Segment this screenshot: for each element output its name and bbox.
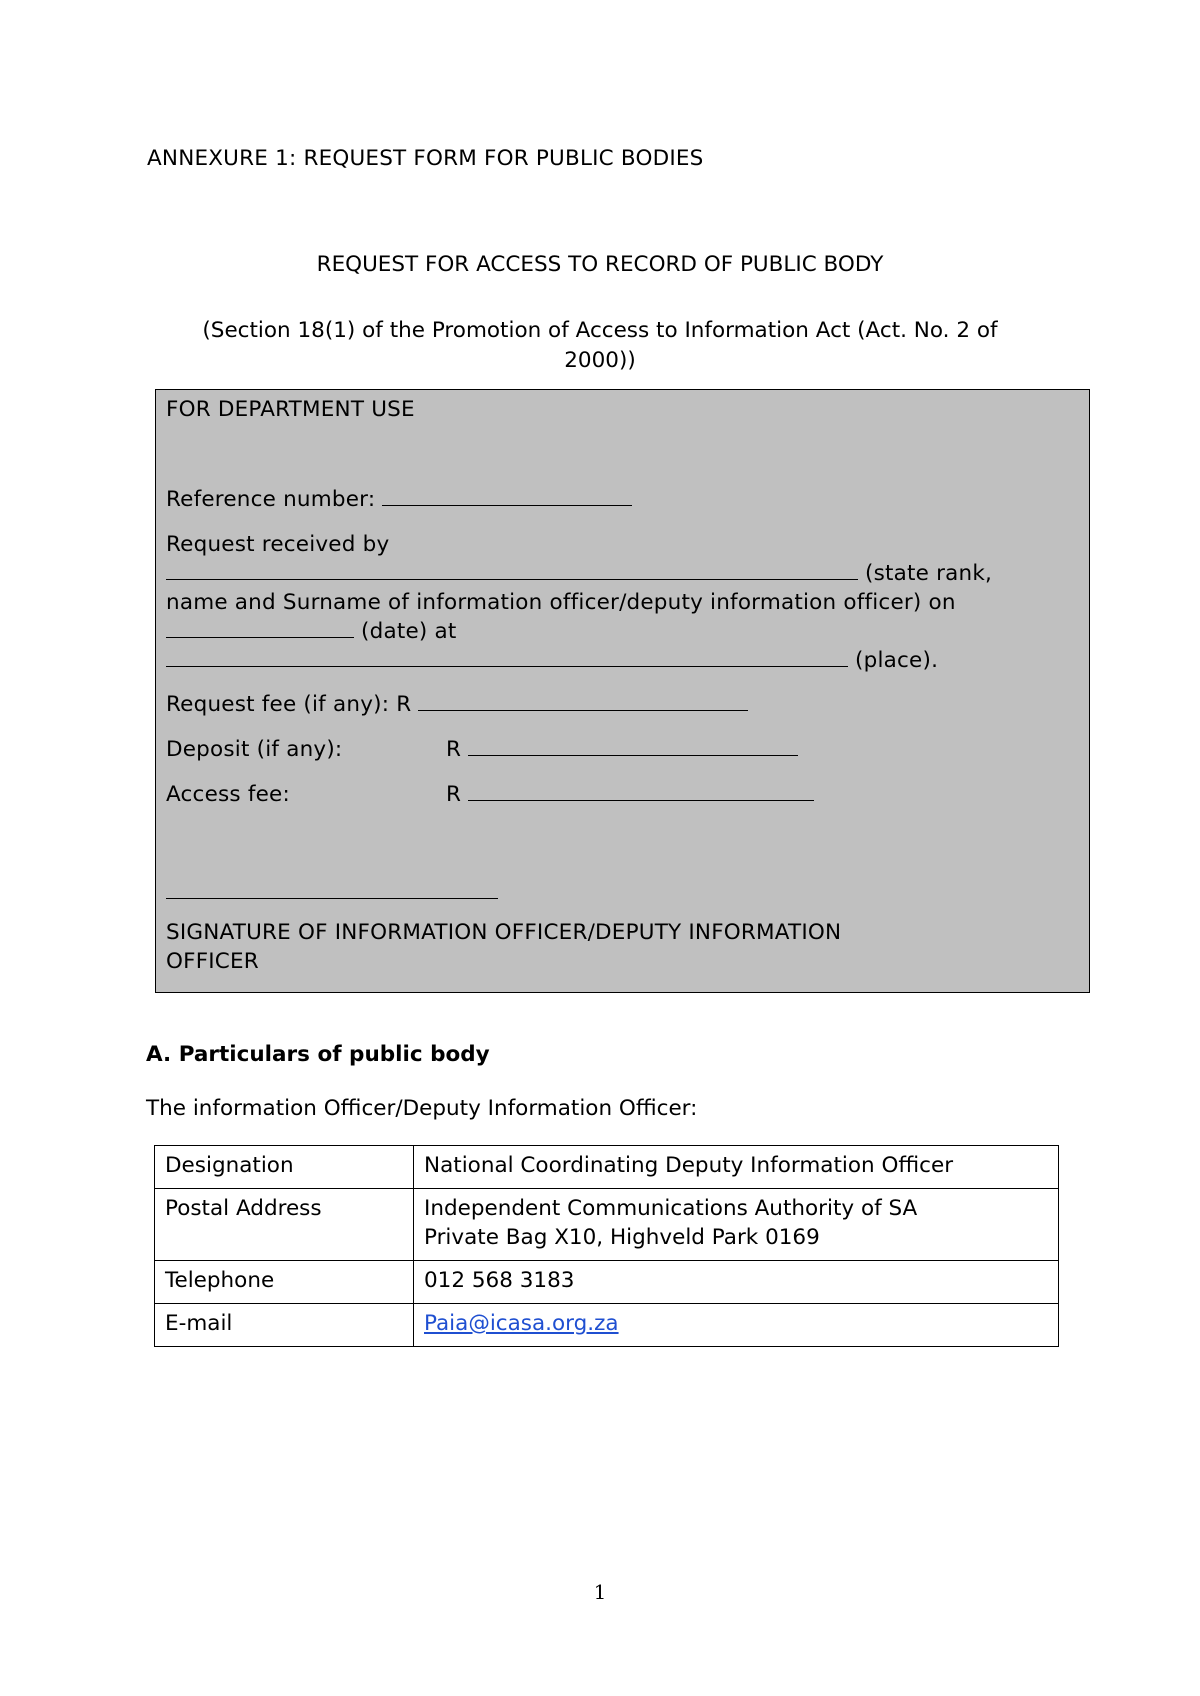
table-row (155, 1146, 1059, 1189)
deposit-currency: R (446, 737, 462, 762)
postal-address-cell (414, 1189, 1059, 1261)
officer-name-text: name and Surname of information officer/deputy information officer) on (166, 590, 956, 615)
deposit-blank[interactable] (468, 737, 798, 756)
table-row (155, 1189, 1059, 1261)
reference-number-blank[interactable] (382, 487, 632, 506)
table-row (155, 1261, 1059, 1304)
received-by-blank[interactable] (166, 561, 858, 580)
state-rank-text: (state rank, (865, 561, 993, 586)
telephone-label: Telephone (155, 1261, 414, 1304)
request-fee-blank[interactable] (418, 692, 748, 711)
department-use-box (155, 389, 1090, 993)
signature-caption-line1: SIGNATURE OF INFORMATION OFFICER/DEPUTY INFORMATION (166, 920, 842, 945)
request-fee-currency: R (396, 692, 412, 717)
date-blank[interactable] (166, 619, 354, 638)
table-row (155, 1304, 1059, 1347)
date-text: (date) at (361, 619, 457, 644)
place-blank[interactable] (166, 648, 848, 667)
date-row (166, 619, 457, 644)
telephone-value: 012 568 3183 (414, 1261, 1059, 1304)
reference-number-row (166, 487, 632, 512)
form-subtitle: (Section 18(1) of the Promotion of Access to Information Act (Act. No. 2 of 2000)) (202, 318, 998, 373)
annexure-title: ANNEXURE 1: REQUEST FORM FOR PUBLIC BODIES (147, 146, 704, 171)
page-number: 1 (593, 1580, 607, 1604)
access-fee-currency: R (446, 782, 462, 807)
deposit-value-row (446, 737, 798, 762)
signature-blank[interactable] (166, 898, 498, 899)
request-fee-label: Request fee (if any): (166, 692, 390, 717)
email-label: E-mail (155, 1304, 414, 1347)
received-by-label: Request received by (166, 532, 390, 557)
public-body-table (154, 1145, 1059, 1347)
department-heading: FOR DEPARTMENT USE (166, 397, 415, 422)
form-title: REQUEST FOR ACCESS TO RECORD OF PUBLIC BODY (316, 252, 884, 277)
access-fee-label: Access fee: (166, 782, 290, 807)
officer-intro-text: The information Officer/Deputy Information Officer: (146, 1096, 698, 1121)
access-fee-value-row (446, 782, 814, 807)
received-by-row (166, 561, 992, 586)
section-a-heading: A. Particulars of public body (146, 1042, 490, 1067)
email-link[interactable]: Paia@icasa.org.za (424, 1311, 619, 1336)
postal-address-line1: Independent Communications Authority of SA (424, 1196, 918, 1221)
place-row (166, 648, 938, 673)
request-fee-row (166, 692, 748, 717)
postal-address-label: Postal Address (155, 1189, 414, 1261)
access-fee-blank[interactable] (468, 782, 814, 801)
designation-value: National Coordinating Deputy Information Officer (414, 1146, 1059, 1189)
designation-label: Designation (155, 1146, 414, 1189)
postal-address-line2: Private Bag X10, Highveld Park 0169 (424, 1225, 820, 1250)
email-cell (414, 1304, 1059, 1347)
signature-caption-line2: OFFICER (166, 949, 259, 974)
reference-number-label: Reference number: (166, 487, 376, 512)
deposit-label: Deposit (if any): (166, 737, 343, 762)
place-text: (place). (855, 648, 939, 673)
